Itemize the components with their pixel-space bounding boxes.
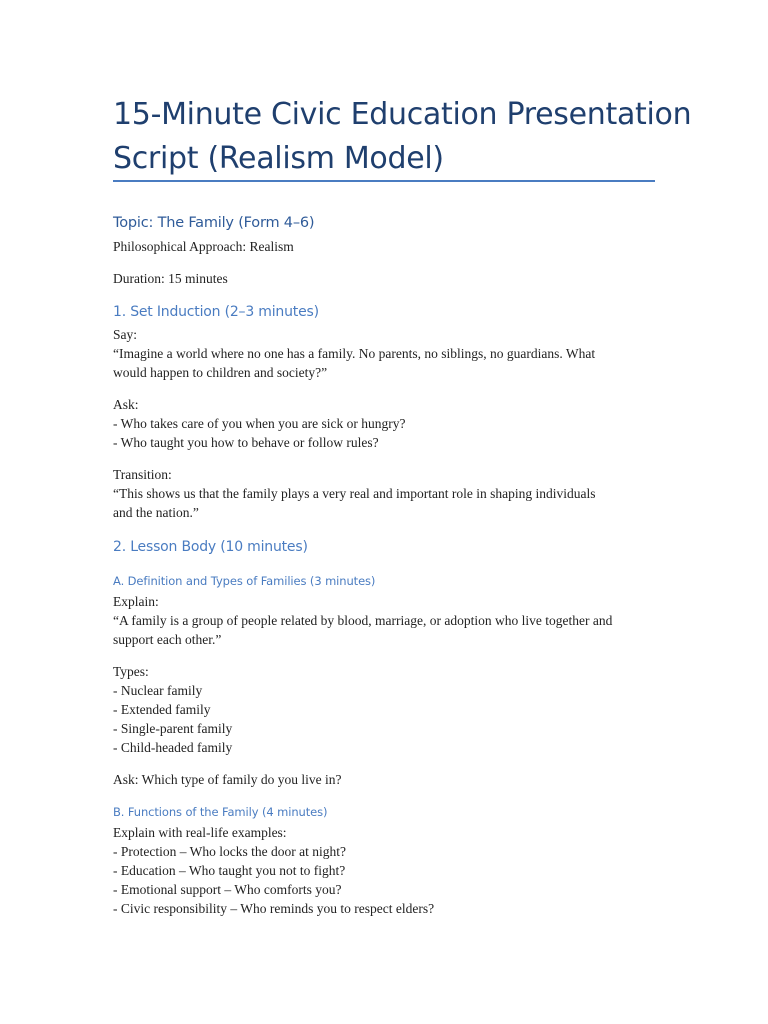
functions-block (113, 823, 658, 918)
section-b-heading: B. Functions of the Family (4 minutes) (113, 805, 328, 819)
definition-line-2: support each other.” (113, 632, 222, 647)
functions-explain-label: Explain with real-life examples: (113, 825, 287, 840)
transition-line-1: “This shows us that the family plays a very real and important role in shaping individuals (113, 486, 596, 501)
set-induction-heading: 1. Set Induction (2–3 minutes) (113, 304, 319, 320)
list-item: - Nuclear family (113, 683, 203, 698)
list-item: - Extended family (113, 702, 211, 717)
definition-line-1: “A family is a group of people related by blood, marriage, or adoption who live together and (113, 613, 613, 628)
section-a-heading: A. Definition and Types of Families (3 minutes) (113, 574, 376, 588)
section-a-ask: Ask: Which type of family do you live in? (113, 772, 342, 787)
topic-heading: Topic: The Family (Form 4–6) (113, 215, 315, 231)
title-line-2: Script (Realism Model) (113, 141, 444, 176)
list-item: - Child-headed family (113, 740, 233, 755)
duration-text: Duration: 15 minutes (113, 271, 228, 286)
list-item: - Protection – Who locks the door at night? (113, 844, 346, 859)
title-divider (113, 180, 655, 182)
say-quote-line-2: would happen to children and society?” (113, 365, 328, 380)
ask-label: Ask: (113, 397, 139, 412)
transition-label: Transition: (113, 467, 172, 482)
title-line-1: 15-Minute Civic Education Presentation (113, 97, 692, 132)
document-title (113, 93, 692, 181)
list-item: - Civic responsibility – Who reminds you to respect elders? (113, 901, 435, 916)
list-item: - Education – Who taught you not to fight? (113, 863, 346, 878)
say-block (113, 325, 658, 382)
types-block (113, 662, 658, 757)
definition-block (113, 592, 658, 649)
list-item: - Who takes care of you when you are sick or hungry? (113, 416, 406, 431)
ask-block (113, 395, 658, 452)
list-item: - Single-parent family (113, 721, 233, 736)
approach-text: Philosophical Approach: Realism (113, 239, 294, 254)
transition-block (113, 465, 658, 522)
say-label: Say: (113, 327, 138, 342)
list-item: - Emotional support – Who comforts you? (113, 882, 342, 897)
explain-label: Explain: (113, 594, 159, 609)
list-item: - Who taught you how to behave or follow rules? (113, 435, 379, 450)
say-quote-line-1: “Imagine a world where no one has a family. No parents, no siblings, no guardians. What (113, 346, 596, 361)
transition-line-2: and the nation.” (113, 505, 199, 520)
types-label: Types: (113, 664, 149, 679)
lesson-body-heading: 2. Lesson Body (10 minutes) (113, 539, 308, 555)
